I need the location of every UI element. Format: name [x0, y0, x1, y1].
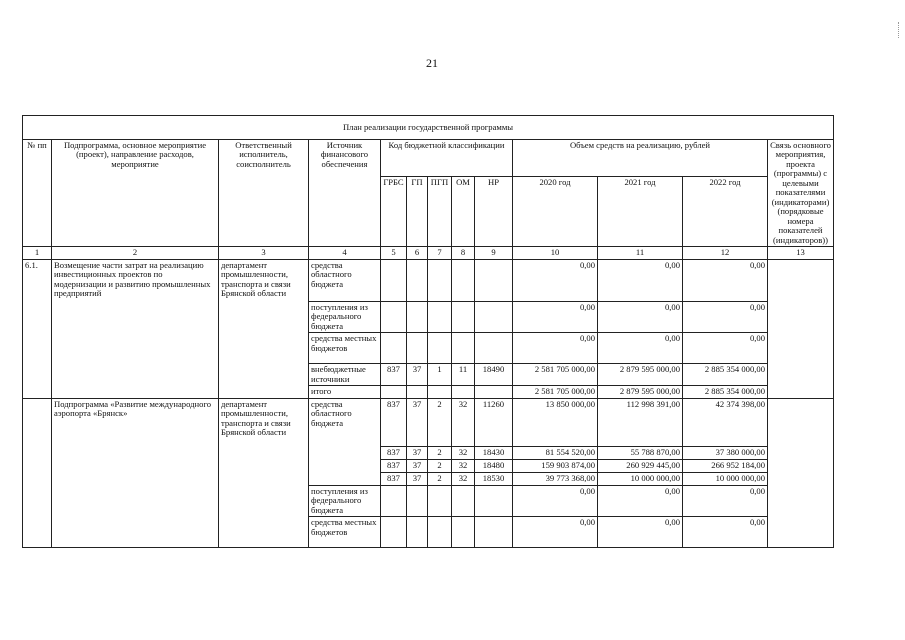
- table-row: [23, 259, 834, 301]
- nr-code: 18480: [475, 459, 513, 472]
- amount-2020: 2 581 705 000,00: [513, 386, 598, 398]
- subprogram-name: Подпрограмма «Развитие международного аэропорта «Брянск»: [52, 398, 219, 547]
- amount-2020: 0,00: [513, 485, 598, 516]
- amount-2020: 0,00: [513, 517, 598, 548]
- nr-code: 18490: [475, 364, 513, 386]
- gp-code: [407, 259, 428, 301]
- indicator-link: [768, 398, 834, 547]
- nr-code: 18530: [475, 472, 513, 485]
- header-source: Источник финансового обеспечения: [309, 140, 381, 247]
- pgp-code: [428, 301, 452, 332]
- amount-2021: 2 879 595 000,00: [598, 386, 683, 398]
- table-row: [23, 398, 834, 446]
- funding-source: внебюджетные источники: [309, 364, 381, 386]
- pgp-code: [428, 386, 452, 398]
- pgp-code: 1: [428, 364, 452, 386]
- om-code: [452, 386, 475, 398]
- om-code: [452, 301, 475, 332]
- grbs-code: [381, 301, 407, 332]
- column-number: 2: [52, 246, 219, 259]
- column-number: 4: [309, 246, 381, 259]
- nr-code: 11260: [475, 398, 513, 446]
- gp-code: [407, 386, 428, 398]
- gp-code: [407, 485, 428, 516]
- amount-2021: 0,00: [598, 333, 683, 364]
- header-om: ОМ: [452, 176, 475, 246]
- om-code: [452, 333, 475, 364]
- amount-2020: 159 903 874,00: [513, 459, 598, 472]
- om-code: 32: [452, 398, 475, 446]
- row-number: [23, 398, 52, 547]
- amount-2022: 0,00: [683, 301, 768, 332]
- amount-2021: 260 929 445,00: [598, 459, 683, 472]
- amount-2022: 42 374 398,00: [683, 398, 768, 446]
- gp-code: 37: [407, 364, 428, 386]
- funding-source: поступления из федерального бюджета: [309, 301, 381, 332]
- column-number: 1: [23, 246, 52, 259]
- header-pgp: ПГП: [428, 176, 452, 246]
- amount-2022: 10 000 000,00: [683, 472, 768, 485]
- row-number: 6.1.: [23, 259, 52, 398]
- grbs-code: 837: [381, 364, 407, 386]
- page-number: 21: [426, 56, 438, 70]
- gp-code: [407, 301, 428, 332]
- nr-code: 18430: [475, 446, 513, 459]
- amount-2020: 39 773 368,00: [513, 472, 598, 485]
- column-number: 6: [407, 246, 428, 259]
- amount-2021: 2 879 595 000,00: [598, 364, 683, 386]
- amount-2020: 2 581 705 000,00: [513, 364, 598, 386]
- amount-2020: 81 554 520,00: [513, 446, 598, 459]
- pgp-code: [428, 485, 452, 516]
- amount-2022: 0,00: [683, 333, 768, 364]
- pgp-code: [428, 517, 452, 548]
- gp-code: 37: [407, 459, 428, 472]
- edge-mark: [898, 22, 900, 38]
- nr-code: [475, 333, 513, 364]
- header-2021: 2021 год: [598, 176, 683, 246]
- grbs-code: [381, 386, 407, 398]
- header-grbs: ГРБС: [381, 176, 407, 246]
- amount-2022: 0,00: [683, 485, 768, 516]
- header-2022: 2022 год: [683, 176, 768, 246]
- om-code: 32: [452, 446, 475, 459]
- grbs-code: [381, 333, 407, 364]
- header-executor: Ответственный исполнитель, соисполнитель: [219, 140, 309, 247]
- pgp-code: [428, 259, 452, 301]
- pgp-code: [428, 333, 452, 364]
- grbs-code: [381, 517, 407, 548]
- header-2020: 2020 год: [513, 176, 598, 246]
- header-volume: Объем средств на реализацию, рублей: [513, 140, 768, 177]
- column-number: 8: [452, 246, 475, 259]
- amount-2021: 0,00: [598, 259, 683, 301]
- grbs-code: 837: [381, 472, 407, 485]
- column-number: 3: [219, 246, 309, 259]
- header-nr: НР: [475, 176, 513, 246]
- amount-2020: 0,00: [513, 259, 598, 301]
- grbs-code: 837: [381, 459, 407, 472]
- amount-2022: 2 885 354 000,00: [683, 386, 768, 398]
- table-title: План реализации государственной программы: [23, 116, 834, 140]
- amount-2021: 55 788 870,00: [598, 446, 683, 459]
- plan-table: [22, 115, 834, 548]
- pgp-code: 2: [428, 472, 452, 485]
- amount-2020: 0,00: [513, 301, 598, 332]
- column-number: 12: [683, 246, 768, 259]
- funding-source: средства местных бюджетов: [309, 333, 381, 364]
- nr-code: [475, 517, 513, 548]
- om-code: [452, 517, 475, 548]
- amount-2022: 2 885 354 000,00: [683, 364, 768, 386]
- amount-2020: 13 850 000,00: [513, 398, 598, 446]
- gp-code: [407, 333, 428, 364]
- om-code: [452, 485, 475, 516]
- om-code: 32: [452, 472, 475, 485]
- grbs-code: 837: [381, 398, 407, 446]
- pgp-code: 2: [428, 459, 452, 472]
- indicator-link: [768, 259, 834, 398]
- header-link: Связь основного мероприятия, проекта (программы) с целевыми показателями (индикаторами) (порядковые номера показателей (индикаторов)): [768, 140, 834, 247]
- responsible-executor: департамент промышленности, транспорта и связи Брянской области: [219, 259, 309, 398]
- nr-code: [475, 259, 513, 301]
- pgp-code: 2: [428, 398, 452, 446]
- column-number: 13: [768, 246, 834, 259]
- amount-2022: 0,00: [683, 517, 768, 548]
- column-number: 11: [598, 246, 683, 259]
- funding-source: итого: [309, 386, 381, 398]
- amount-2022: 266 952 184,00: [683, 459, 768, 472]
- nr-code: [475, 301, 513, 332]
- header-subprogram: Подпрограмма, основное мероприятие (проект), направление расходов, мероприятие: [52, 140, 219, 247]
- funding-source: средства областного бюджета: [309, 259, 381, 301]
- amount-2021: 0,00: [598, 517, 683, 548]
- funding-source: средства местных бюджетов: [309, 517, 381, 548]
- funding-source: поступления из федерального бюджета: [309, 485, 381, 516]
- header-gp: ГП: [407, 176, 428, 246]
- column-number: 9: [475, 246, 513, 259]
- measure-name: Возмещение части затрат на реализацию инвестиционных проектов по модернизации и развитию промышленных предприятий: [52, 259, 219, 398]
- grbs-code: [381, 259, 407, 301]
- column-numbers-row: [23, 246, 834, 259]
- gp-code: 37: [407, 398, 428, 446]
- column-number: 10: [513, 246, 598, 259]
- om-code: 32: [452, 459, 475, 472]
- funding-source: средства областного бюджета: [309, 398, 381, 485]
- grbs-code: 837: [381, 446, 407, 459]
- amount-2022: 0,00: [683, 259, 768, 301]
- amount-2020: 0,00: [513, 333, 598, 364]
- header-num: № пп: [23, 140, 52, 247]
- om-code: 11: [452, 364, 475, 386]
- gp-code: 37: [407, 446, 428, 459]
- header-budget-code: Код бюджетной классификации: [381, 140, 513, 177]
- amount-2022: 37 380 000,00: [683, 446, 768, 459]
- nr-code: [475, 485, 513, 516]
- om-code: [452, 259, 475, 301]
- grbs-code: [381, 485, 407, 516]
- nr-code: [475, 386, 513, 398]
- amount-2021: 112 998 391,00: [598, 398, 683, 446]
- pgp-code: 2: [428, 446, 452, 459]
- amount-2021: 0,00: [598, 485, 683, 516]
- column-number: 5: [381, 246, 407, 259]
- gp-code: [407, 517, 428, 548]
- gp-code: 37: [407, 472, 428, 485]
- responsible-executor: департамент промышленности, транспорта и связи Брянской области: [219, 398, 309, 547]
- amount-2021: 0,00: [598, 301, 683, 332]
- amount-2021: 10 000 000,00: [598, 472, 683, 485]
- column-number: 7: [428, 246, 452, 259]
